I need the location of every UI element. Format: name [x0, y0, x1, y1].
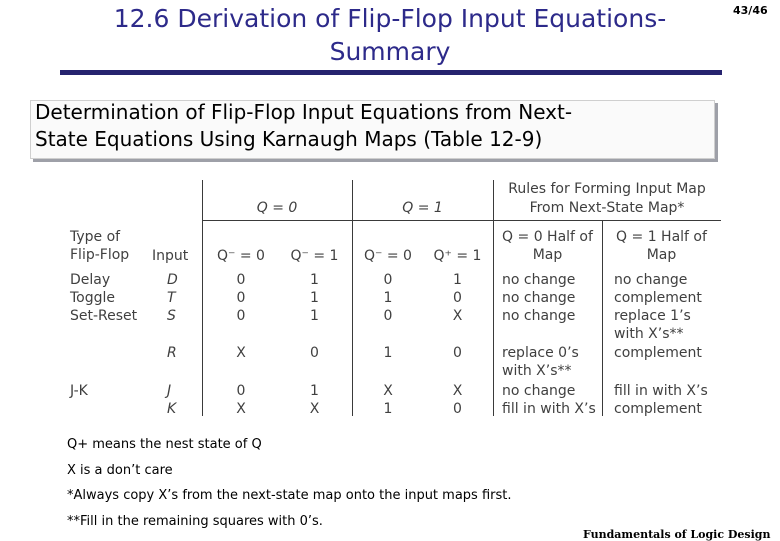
row-rule-q0: no change — [502, 383, 576, 399]
col-q0-0: Q⁻ = 0 — [217, 248, 265, 264]
col-type-line1: Type of — [70, 229, 121, 245]
row-rule-q0: replace 0’s — [502, 345, 579, 361]
row-value: 1 — [383, 345, 393, 361]
row-value: X — [309, 401, 320, 417]
row-value: 1 — [383, 290, 393, 306]
col-half1-line2: Map — [646, 247, 677, 263]
row-value: 1 — [310, 308, 319, 324]
footnote-copy-x: *Always copy X’s from the next-state map onto the input maps first. — [67, 488, 512, 503]
slide-title — [60, 2, 720, 68]
row-value: 1 — [310, 290, 319, 306]
col-type-line2: Flip-Flop — [70, 247, 130, 263]
footnote-next-state: Q+ means the nest state of Q — [67, 437, 262, 452]
row-value: 0 — [383, 308, 393, 324]
row-value: X — [452, 383, 463, 399]
row-rule-q1: replace 1’s — [614, 308, 691, 324]
row-input: K — [167, 401, 177, 417]
header-rules-line1: Rules for Forming Input Map — [508, 181, 706, 197]
row-value: 1 — [453, 272, 462, 288]
row-value: X — [236, 401, 246, 417]
row-rule-q1: complement — [614, 290, 702, 306]
header-q1: Q = 1 — [402, 200, 443, 216]
row-rule-q1: no change — [614, 272, 688, 288]
row-value: 1 — [310, 383, 319, 399]
slide-title-line2: Summary — [329, 37, 451, 66]
row-input: D — [167, 272, 178, 288]
row-value: 1 — [383, 401, 393, 417]
row-rule-q0-cont: with X’s** — [502, 363, 572, 379]
subtitle — [35, 99, 725, 153]
row-value: 0 — [236, 308, 246, 324]
row-type: Delay — [70, 272, 111, 288]
row-value: X — [383, 383, 393, 399]
row-rule-q0: fill in with X’s — [502, 401, 596, 417]
title-divider — [60, 70, 722, 75]
row-value: 0 — [453, 290, 462, 306]
flip-flop-table — [65, 180, 721, 416]
row-value: 0 — [453, 401, 462, 417]
row-value: 0 — [236, 383, 246, 399]
row-rule-q1-cont: with X’s** — [614, 326, 684, 342]
footnotes — [67, 436, 511, 538]
row-rule-q0: no change — [502, 290, 576, 306]
col-half0-line2: Map — [532, 247, 563, 263]
footer-course-title: Fundamentals of Logic Design — [583, 528, 771, 541]
row-value: 0 — [383, 272, 393, 288]
table-header-rule — [202, 220, 721, 221]
subtitle-line1: Determination of Flip-Flop Input Equations from Next- — [35, 100, 573, 124]
row-rule-q1: complement — [614, 345, 702, 361]
row-input: T — [167, 290, 176, 306]
row-value: 0 — [453, 345, 462, 361]
header-q0: Q = 0 — [256, 200, 298, 216]
subtitle-line2: State Equations Using Karnaugh Maps (Table 12-9) — [35, 127, 543, 151]
row-type: J-K — [70, 383, 88, 399]
row-value: X — [236, 345, 246, 361]
col-q0-1: Q⁻ = 1 — [290, 248, 339, 264]
row-input: R — [167, 345, 177, 361]
row-rule-q1: complement — [614, 401, 702, 417]
footnote-dont-care: X is a don’t care — [67, 462, 173, 478]
row-type: Set-Reset — [70, 308, 138, 324]
col-q1-1: Q⁺ = 1 — [433, 248, 482, 264]
page-number: 43/46 — [733, 4, 768, 17]
row-rule-q0: no change — [502, 308, 576, 324]
col-half0-line1: Q = 0 Half of — [502, 229, 593, 245]
row-value: 0 — [236, 272, 246, 288]
slide-title-line1: 12.6 Derivation of Flip-Flop Input Equations- — [113, 4, 667, 33]
row-value: 0 — [310, 345, 319, 361]
row-rule-q0: no change — [502, 272, 576, 288]
row-rule-q1: fill in with X’s — [614, 383, 708, 399]
row-input: J — [167, 383, 172, 399]
row-type: Toggle — [70, 290, 116, 306]
row-value: 0 — [236, 290, 246, 306]
col-half1-line1: Q = 1 Half of — [616, 229, 707, 245]
header-rules-line2: From Next-State Map* — [529, 200, 685, 216]
col-q1-0: Q⁻ = 0 — [364, 248, 412, 264]
footnote-fill-zeros: **Fill in the remaining squares with 0’s. — [67, 513, 323, 529]
row-value: 1 — [310, 272, 319, 288]
col-input: Input — [152, 248, 189, 264]
row-value: X — [452, 308, 463, 324]
row-input: S — [167, 308, 176, 324]
